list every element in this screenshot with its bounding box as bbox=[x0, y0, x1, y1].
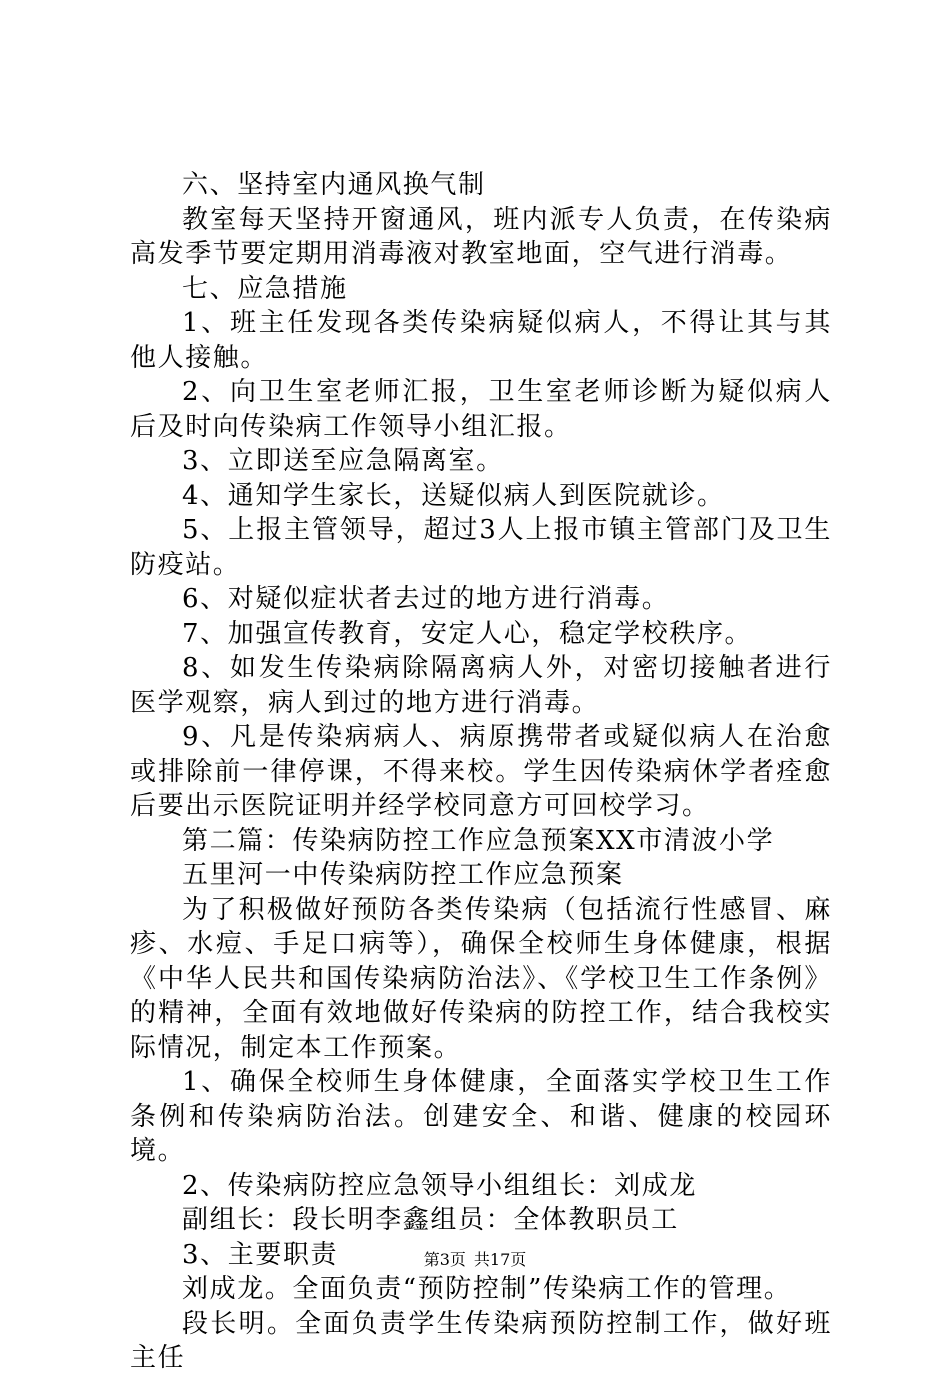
document-body bbox=[130, 168, 832, 1376]
list-item: 段长明。全面负责学生传染病预防控制工作，做好班主任 bbox=[130, 1308, 832, 1373]
list-item: 6、对疑似症状者去过的地方进行消毒。 bbox=[182, 584, 670, 614]
list-item: 副组长：段长明李鑫组员：全体教职员工 bbox=[182, 1205, 679, 1235]
list-item: 7、加强宣传教育，安定人心，稳定学校秩序。 bbox=[182, 618, 753, 649]
list-item: 1、确保全校师生身体健康，全面落实学校卫生工作条例和传染病防治法。创建安全、和谐、健康的校园环境。 bbox=[130, 1067, 832, 1166]
page-total: 共17页 bbox=[473, 1250, 527, 1269]
list-item: 2、向卫生室老师汇报，卫生室老师诊断为疑似病人后及时向传染病工作领导小组汇报。 bbox=[130, 377, 832, 442]
heading-ventilation: 六、坚持室内通风换气制 bbox=[182, 170, 486, 200]
paragraph-ventilation: 教室每天坚持开窗通风，班内派专人负责，在传染病高发季节要定期用消毒液对教室地面，空气进行消毒。 bbox=[130, 204, 832, 269]
list-item: 8、如发生传染病除隔离病人外，对密切接触者进行医学观察，病人到过的地方进行消毒。 bbox=[130, 653, 832, 718]
paragraph-intro: 为了积极做好预防各类传染病（包括流行性感冒、麻疹、水痘、手足口病等），确保全校师生身体健康，根据《中华人民共和国传染病防治法》、《学校卫生工作条例》的精神，全面有效地做好传染病的防控工作，结合我校实际情况，制定本工作预案。 bbox=[130, 894, 832, 1063]
list-item: 2、传染病防控应急领导小组组长：刘成龙 bbox=[182, 1170, 697, 1201]
page-footer bbox=[0, 1250, 950, 1270]
list-item: 4、通知学生家长，送疑似病人到医院就诊。 bbox=[182, 480, 725, 511]
document-title: 五里河一中传染病防控工作应急预案 bbox=[182, 860, 624, 890]
list-item: 9、凡是传染病病人、病原携带者或疑似病人在治愈或排除前一律停课，不得来校。学生因传染病休学者痊愈后要出示医院证明并经学校同意方可回校学习。 bbox=[130, 722, 832, 821]
list-item: 1、班主任发现各类传染病疑似病人，不得让其与其他人接触。 bbox=[130, 308, 832, 373]
list-item: 3、立即送至应急隔离室。 bbox=[182, 446, 504, 476]
list-item: 3、主要职责 bbox=[182, 1239, 339, 1270]
list-item: 5、上报主管领导，超过3人上报市镇主管部门及卫生防疫站。 bbox=[130, 515, 832, 580]
section-title: 第二篇：传染病防控工作应急预案XX市清波小学 bbox=[182, 825, 775, 856]
page-number: 第3页 bbox=[423, 1250, 466, 1269]
list-item: 刘成龙。全面负责“预防控制”传染病工作的管理。 bbox=[182, 1274, 792, 1304]
heading-emergency-measures: 七、应急措施 bbox=[182, 273, 348, 304]
